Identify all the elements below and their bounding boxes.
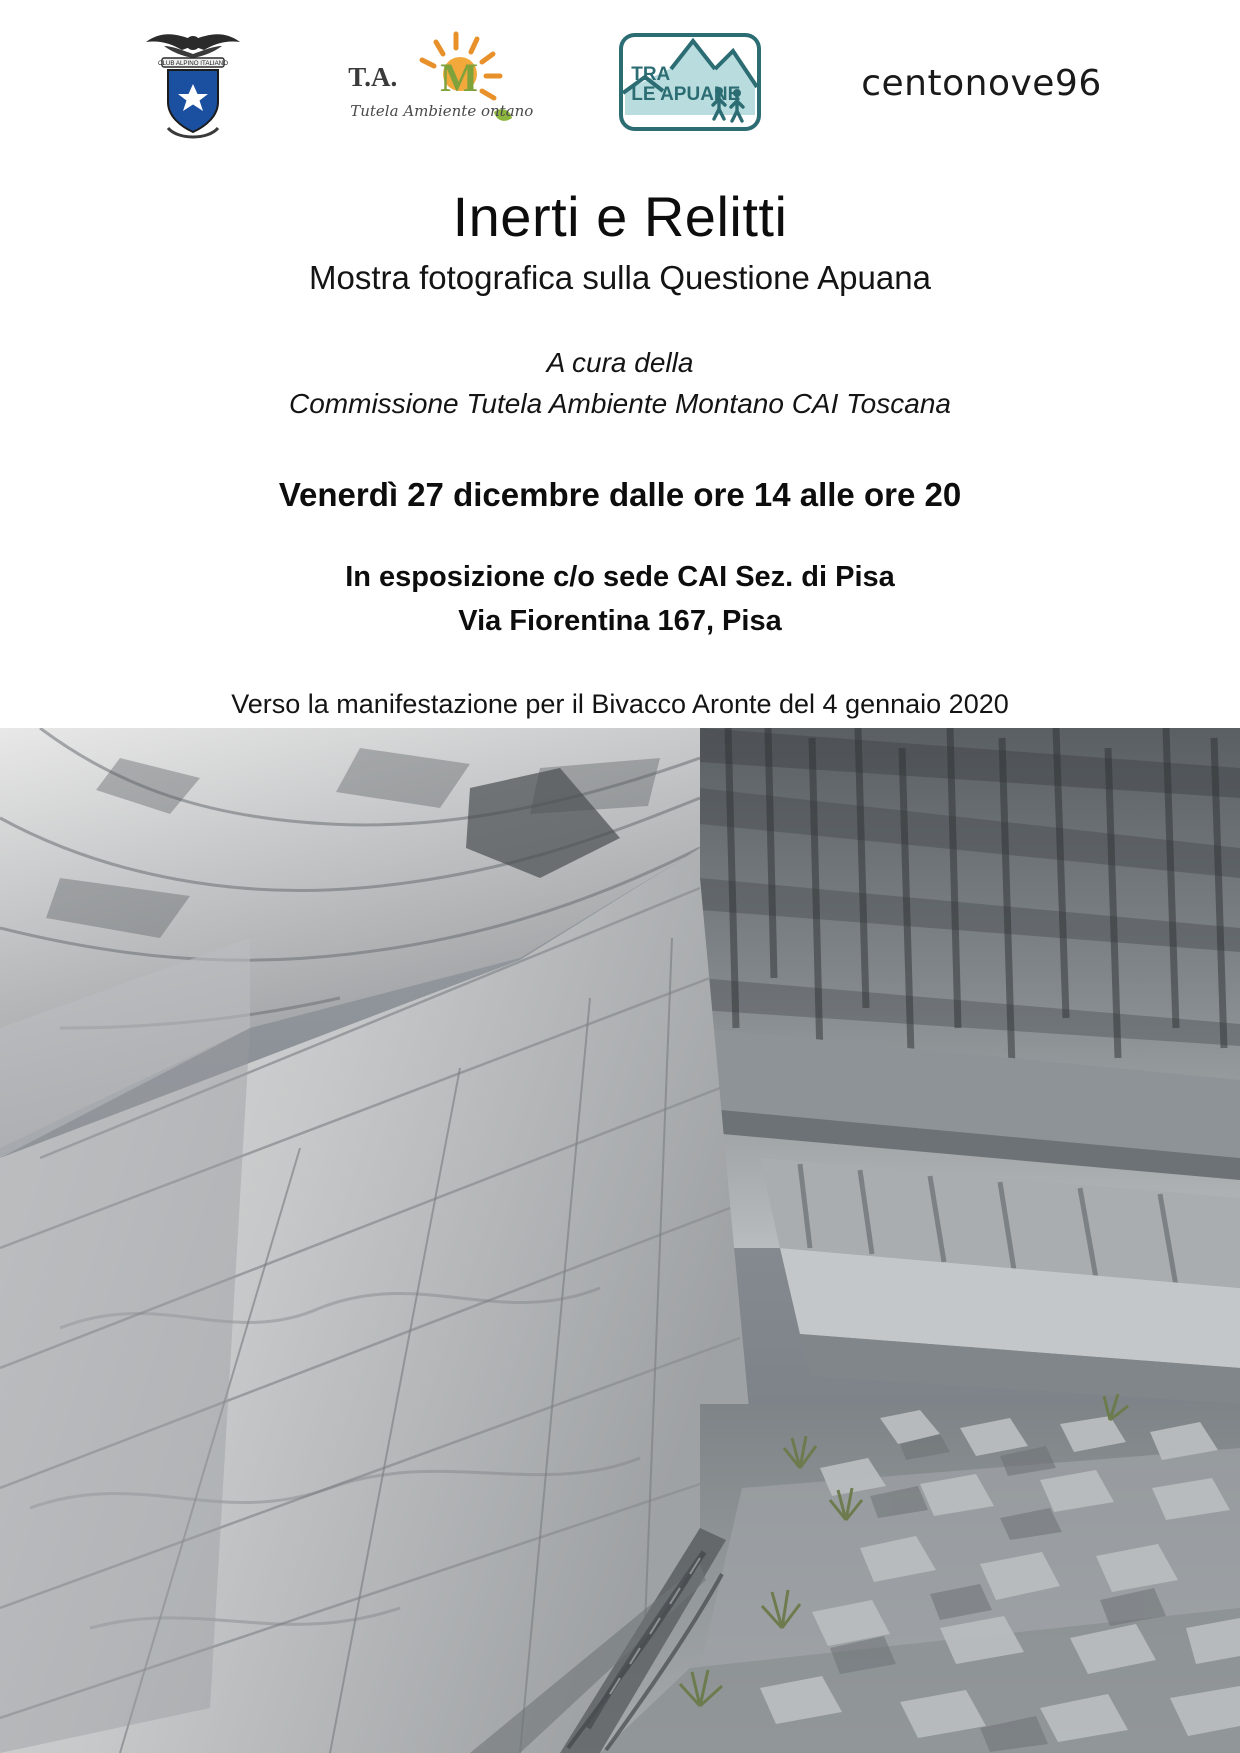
logo-strip (0, 0, 1240, 158)
tam-main-text: T.A. (348, 62, 398, 92)
tra-le-apuane-label (631, 65, 740, 105)
svg-text:CLUB ALPINO ITALIANO: CLUB ALPINO ITALIANO (158, 60, 229, 67)
curator-block (60, 343, 1180, 424)
cai-eagle-shield-icon (138, 24, 248, 142)
marble-quarry-photo (0, 728, 1240, 1753)
cai-logo (138, 24, 248, 142)
related-event-note: Verso la manifestazione per il Bivacco Aronte del 4 gennaio 2020 (231, 689, 1009, 720)
curator-line-2: Commissione Tutela Ambiente Montano CAI Toscana (289, 387, 951, 419)
page-title: Inerti e Relitti (452, 185, 788, 248)
quarry-illustration (0, 728, 1240, 1753)
apuane-line2: LE APUANE (631, 84, 741, 105)
event-date: Venerdì 27 dicembre dalle ore 14 alle ore 20 (278, 476, 962, 514)
page-subtitle: Mostra fotografica sulla Questione Apuana (309, 259, 931, 296)
apuane-line1: TRA (631, 64, 671, 85)
tam-accent-letter: M (440, 55, 478, 100)
centonove96-text: centonove96 (861, 62, 1102, 104)
tam-subtitle: Tutela Ambiente ontano (350, 102, 534, 120)
tam-logo (344, 28, 534, 138)
centonove96-logo (861, 63, 1102, 104)
venue-block (60, 556, 1180, 643)
poster-text (0, 184, 1240, 801)
venue-line-1: In esposizione c/o sede CAI Sez. di Pisa (345, 561, 895, 594)
venue-line-2: Via Fiorentina 167, Pisa (458, 604, 782, 637)
tra-le-apuane-logo (615, 29, 765, 137)
curator-line-1: A cura della (546, 347, 694, 378)
